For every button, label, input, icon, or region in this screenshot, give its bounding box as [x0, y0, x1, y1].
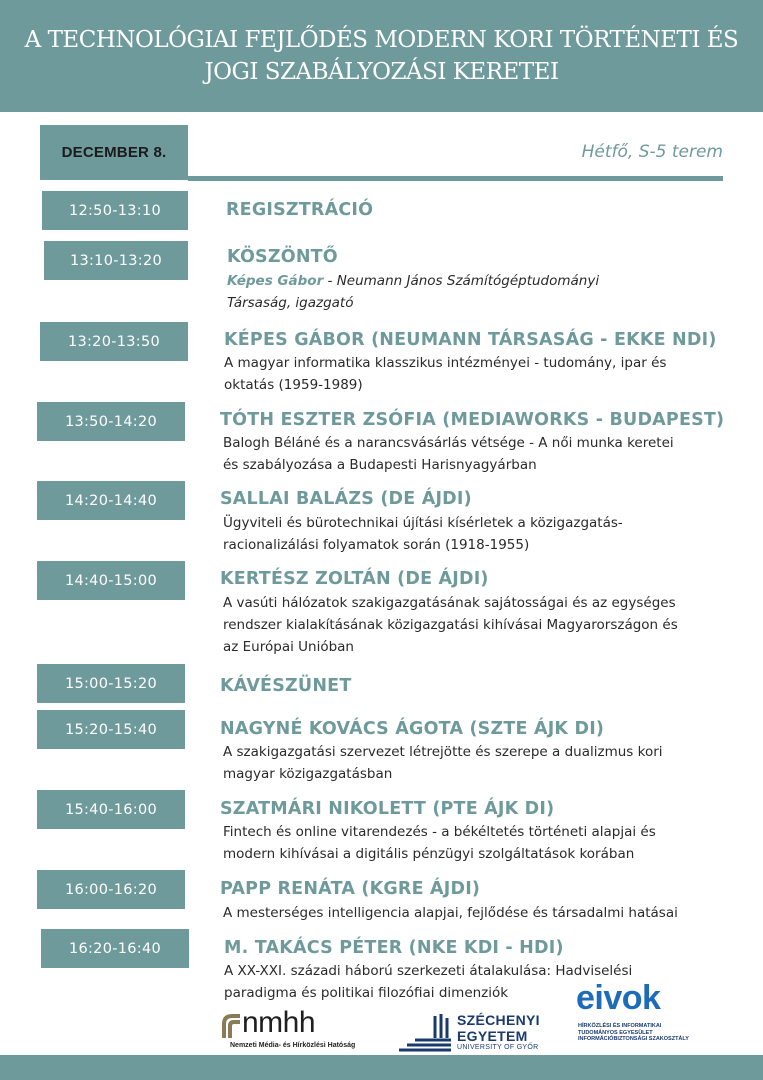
description-line: A XX-XXI. századi háború szerkezeti átalakulása: Hadviselési [224, 963, 633, 979]
session-description [227, 270, 667, 314]
time-slot: 13:50-14:20 [37, 402, 185, 441]
session-title: KERTÉSZ ZOLTÁN (DE ÁJDI) [220, 569, 489, 589]
time-slot: 15:40-16:00 [37, 790, 185, 829]
session-description [223, 902, 723, 924]
szechenyi-logo-line-2: EGYETEM [457, 1028, 528, 1044]
speaker-name: Képes Gábor [227, 273, 324, 289]
nmhh-logo-word: nmhh [242, 1006, 316, 1039]
date-place: Hétfő, S-5 terem [581, 142, 723, 162]
session-title: SALLAI BALÁZS (DE ÁJDI) [220, 489, 472, 509]
time-slot: 16:20-16:40 [41, 929, 189, 968]
time-slot: 16:00-16:20 [37, 870, 185, 909]
nmhh-logo [222, 1008, 397, 1054]
session-title: SZATMÁRI NIKOLETT (PTE ÁJK DI) [220, 799, 555, 819]
nmhh-logo-subtitle: Nemzeti Média- és Hírközlési Hatóság [230, 1042, 356, 1049]
time-slot: 15:00-15:20 [37, 664, 185, 703]
session-title: PAPP RENÁTA (KGRE ÁJDI) [220, 879, 481, 899]
session-title: KÖSZÖNTŐ [227, 247, 338, 267]
description-line: A mesterséges intelligencia alapjai, fejlődése és társadalmi hatásai [223, 905, 678, 921]
description-line: A szakigazgatási szervezet létrejötte és szerepe a dualizmus kori [223, 744, 663, 760]
description-line: racionalizálási folyamatok során (1918-1955) [223, 537, 530, 553]
session-title: REGISZTRÁCIÓ [226, 200, 374, 220]
description-line: A magyar informatika klasszikus intézményei - tudomány, ipar és [224, 355, 667, 371]
date-divider [188, 176, 723, 181]
description-line: Balogh Béláné és a narancsvásárlás vétsége - A női munka keretei [223, 435, 674, 451]
page-title-line-1: A TECHNOLÓGIAI FEJLŐDÉS MODERN KORI TÖRTÉNETI ÉS [24, 27, 739, 53]
time-slot: 15:20-15:40 [37, 710, 185, 749]
session-description [223, 512, 723, 556]
time-slot: 13:20-13:50 [40, 322, 188, 361]
szechenyi-mark-icon [397, 1012, 453, 1052]
description-line: magyar közigazgatásban [223, 766, 393, 782]
session-title: KÁVÉSZÜNET [220, 676, 352, 696]
description-line: paradigma és politikai filozófiai dimenziók [224, 985, 509, 1001]
description-line: az Európai Unióban [223, 639, 354, 655]
szechenyi-logo-line-1: SZÉCHENYI [457, 1012, 540, 1028]
session-description [223, 821, 723, 865]
time-slot: 12:50-13:10 [42, 191, 188, 230]
description-line: oktatás (1959-1989) [224, 377, 363, 393]
description-line: A vasúti hálózatok szakigazgatásának sajátosságai és az egységes [223, 595, 676, 611]
session-title: NAGYNÉ KOVÁCS ÁGOTA (SZTE ÁJK DI) [220, 719, 605, 739]
session-description [224, 352, 724, 396]
time-slot: 13:10-13:20 [44, 241, 188, 280]
date-label: DECEMBER 8. [61, 144, 167, 161]
description-line: rendszer kialakításának közigazgatási kihívásai Magyarországon és [223, 617, 678, 633]
session-description [223, 741, 723, 785]
page-header [0, 0, 763, 112]
session-description [223, 432, 723, 476]
page-title-line-2: JOGI SZABÁLYOZÁSI KERETEI [204, 59, 559, 85]
nmhh-mark-icon [222, 1010, 244, 1040]
footer-bar [0, 1055, 763, 1080]
description-line: modern kihívásai a digitális pénzügyi szolgáltatások korában [223, 846, 635, 862]
eivok-logo-word: eivok [576, 979, 661, 1017]
szechenyi-logo-line-3: UNIVERSITY OF GYŐR [457, 1044, 539, 1051]
eivok-logo [576, 979, 696, 1055]
eivok-logo-subtitle: HÍRKÖZLÉSI ÉS INFORMATIKAI TUDOMÁNYOS EGYESÜLET INFORMÁCIÓBIZTONSÁGI SZAKOSZTÁLY [578, 1023, 689, 1042]
szechenyi-logo [397, 1010, 572, 1055]
speaker-affiliation: - Neumann János Számítógéptudományi [323, 273, 600, 289]
description-line: és szabályozása a Budapesti Harisnyagyárban [223, 457, 537, 473]
time-slot: 14:40-15:00 [37, 561, 185, 600]
description-line: Ügyviteli és bürotechnikai újítási kísérletek a közigazgatás- [223, 515, 623, 531]
description-line: Fintech és online vitarendezés - a békéltetés történeti alapjai és [223, 824, 656, 840]
session-title: M. TAKÁCS PÉTER (NKE KDI - HDI) [224, 938, 564, 958]
session-title: TÓTH ESZTER ZSÓFIA (MEDIAWORKS - BUDAPEST) [220, 410, 725, 430]
session-title: KÉPES GÁBOR (NEUMANN TÁRSASÁG - EKKE NDI) [224, 330, 717, 350]
date-badge [40, 125, 188, 180]
speaker-affiliation: Társaság, igazgató [227, 295, 354, 311]
time-slot: 14:20-14:40 [37, 481, 185, 520]
session-description [223, 592, 723, 658]
